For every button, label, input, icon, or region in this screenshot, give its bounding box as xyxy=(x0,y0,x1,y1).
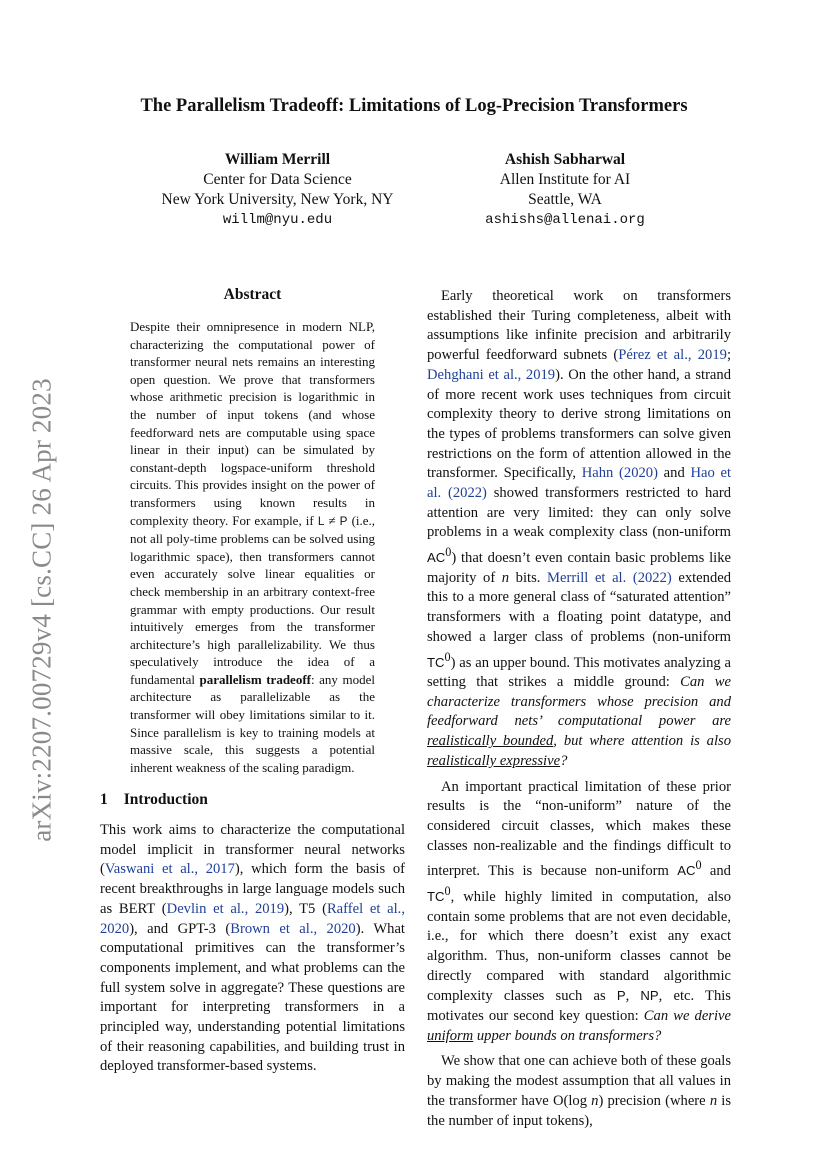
math-paren: ) xyxy=(598,1092,604,1109)
underlined-phrase: realistically expressive xyxy=(427,752,561,769)
body-text: and xyxy=(701,863,731,880)
superscript-zero: 0 xyxy=(445,545,452,560)
body-text: We show that one can achieve both of these goals by making the modest assumption that all values in the transformer have xyxy=(427,1053,731,1109)
body-text: precision (where xyxy=(603,1092,710,1109)
key-question: Can we derive xyxy=(643,1008,731,1025)
key-question: ? xyxy=(560,752,568,769)
body-text: is the number of input tokens), xyxy=(427,1092,732,1129)
abstract-heading: Abstract xyxy=(223,286,282,303)
abstract-key-term: parallelism tradeoff xyxy=(199,671,311,687)
body-text: ), T5 ( xyxy=(284,900,327,917)
superscript-zero: 0 xyxy=(695,858,702,873)
citation-link[interactable]: Raffel et al., 2020 xyxy=(100,900,405,937)
body-text: This work aims to characterize the computational model implicit in transformer neural networks ( xyxy=(100,822,405,878)
superscript-zero: 0 xyxy=(444,649,451,664)
class-TC: TC xyxy=(427,654,445,670)
body-text: ), and GPT-3 ( xyxy=(129,920,231,937)
class-AC: AC xyxy=(427,550,446,565)
body-paragraph-1 xyxy=(427,287,731,772)
arxiv-sidebar xyxy=(22,360,62,860)
citation-link[interactable]: Merrill et al. (2022) xyxy=(547,569,672,586)
citation-link[interactable]: Brown et al., 2020 xyxy=(230,920,356,937)
body-text: , while highly limited in computation, also contain some problems that are not even decidable, i.e., for which there doesn’t exist any exact algorithm. Thus, non-uniform classes cannot be directly compared with standard algorithmic complexity classes such as xyxy=(427,888,731,1005)
author-block-2 xyxy=(425,150,705,230)
superscript-zero: 0 xyxy=(444,883,451,898)
neq-symbol: ≠ xyxy=(328,512,336,528)
author-affiliation: Center for Data Science xyxy=(203,171,352,188)
math-n: n xyxy=(501,569,510,586)
key-question: , but where attention is also xyxy=(553,733,731,750)
class-L: L xyxy=(317,514,325,528)
citation-link[interactable]: Dehghani et al., 2019 xyxy=(427,366,556,383)
body-text: ). On the other hand, a strand of more recent work uses techniques from circuit complexity theory to derive strong limitations on the types of problems transformers can solve given restrictions on the form of attention allowed in the transformer. Specifically, xyxy=(427,366,731,482)
body-text: ; xyxy=(726,347,731,364)
underlined-phrase: uniform xyxy=(427,1027,474,1044)
body-text: An important practical limitation of these prior results is the “non-uniform” nature of the considered circuit classes, which makes these classes non-realizable and the findings difficult to interpret. This is because non-uniform xyxy=(427,778,731,880)
body-paragraph-3 xyxy=(427,1052,731,1131)
section-title: Introduction xyxy=(123,791,208,808)
citation-link[interactable]: Pérez et al., 2019 xyxy=(618,347,727,364)
body-paragraph-2 xyxy=(427,778,731,1047)
right-column xyxy=(427,287,731,1137)
body-text: ) that doesn’t even contain basic problems like majority of xyxy=(427,550,731,586)
math-big-o: O(log xyxy=(552,1092,592,1109)
section-number: 1 xyxy=(100,791,108,808)
body-text: , xyxy=(625,988,641,1005)
abstract-text: : any model architecture as parallelizable as the transformer will obey limitations similar to it. Since parallelism is key to training models at massive scale, this suggests a potential inherent weakness of the scaling paradigm. xyxy=(130,671,375,775)
citation-link[interactable]: Hahn (2020) xyxy=(581,465,658,482)
body-text: showed transformers restricted to hard attention are very limited: they can only solve problems in a weak complexity class (non-uniform xyxy=(427,485,731,541)
abstract-text: (i.e., not all poly-time problems can be solved using logarithmic space), then transformers cannot even accurately solve linear equalities or check membership in an arbitrary context-free grammar with empty productions. Our result intuitively emerges from the transformer architecture’s high parallelizability. We thus speculatively introduce the idea of a fundamental xyxy=(130,512,376,687)
math-n: n xyxy=(591,1092,599,1109)
arxiv-identifier: arXiv:2207.00729v4 [cs.CC] 26 Apr 2023 xyxy=(26,378,57,842)
citation-link[interactable]: Hao et al. (2022) xyxy=(427,465,732,502)
author-email: willm@nyu.edu xyxy=(222,212,333,228)
key-question: Can we characterize transformers whose precision and feedforward nets’ computational power are xyxy=(427,674,732,730)
author-address: Seattle, WA xyxy=(528,191,602,208)
body-text: extended this to a more general class of “saturated attention” transformers with a floating point datatype, and showed a larger class of problems (non-uniform xyxy=(427,569,732,645)
author-address: New York University, New York, NY xyxy=(161,191,394,208)
citation-link[interactable]: Devlin et al., 2019 xyxy=(166,900,285,917)
key-question: upper bounds on transformers? xyxy=(473,1027,662,1044)
class-AC: AC xyxy=(677,863,696,879)
section-heading xyxy=(100,791,208,809)
intro-paragraph xyxy=(100,821,405,1077)
paper-title: The Parallelism Tradeoff: Limitations of Log-Precision Transformers xyxy=(140,96,688,116)
citation-link[interactable]: Vaswani et al., 2017 xyxy=(104,861,235,878)
class-NP: NP xyxy=(640,988,659,1004)
body-text: bits. xyxy=(509,569,548,586)
math-n: n xyxy=(709,1092,718,1109)
abstract-text: Despite their omnipresence in modern NLP, characterizing the computational power of transformer neural nets remains an interesting open question. We prove that transformers whose arithmetic precision is logarithmic in the number of input tokens (and whose feedforward nets are computable using space linear in their input) can be simulated by constant-depth logspace-uniform threshold circuits. This provides insight on the power of transformers using known results in complexity theory. For example, if xyxy=(130,319,375,528)
author-email: ashishs@allenai.org xyxy=(485,212,645,228)
underlined-phrase: realistically bounded xyxy=(427,733,554,750)
class-P: P xyxy=(339,514,348,528)
abstract-body xyxy=(130,318,375,776)
author-affiliation: Allen Institute for AI xyxy=(499,171,631,188)
class-TC: TC xyxy=(427,888,445,904)
body-text: ). What computational primitives can the transformer’s components implement, and what problems can the full system solve in aggregate? These questions are important for interpreting transformers in a principled way, understanding potential limitations of their reasoning capabilities, and building trust in deployed transformer-based systems. xyxy=(100,920,405,1075)
author-block-1 xyxy=(140,150,415,230)
abstract-paragraph xyxy=(130,318,375,776)
body-text: ), which form the basis of recent breakthroughs in large language models such as BERT ( xyxy=(100,861,405,917)
body-text: and xyxy=(657,465,691,482)
body-text: Early theoretical work on transformers established their Turing completeness, albeit with assumptions like infinite precision and arbitrarily powerful feedforward subnets ( xyxy=(427,288,731,364)
class-P: P xyxy=(616,988,626,1004)
author-name: Ashish Sabharwal xyxy=(504,151,626,168)
body-text: ) as an upper bound. This motivates analyzing a setting that strikes a middle ground: xyxy=(427,654,731,691)
body-text: , etc. This motivates our second key question: xyxy=(427,988,731,1025)
author-name: William Merrill xyxy=(224,151,331,168)
